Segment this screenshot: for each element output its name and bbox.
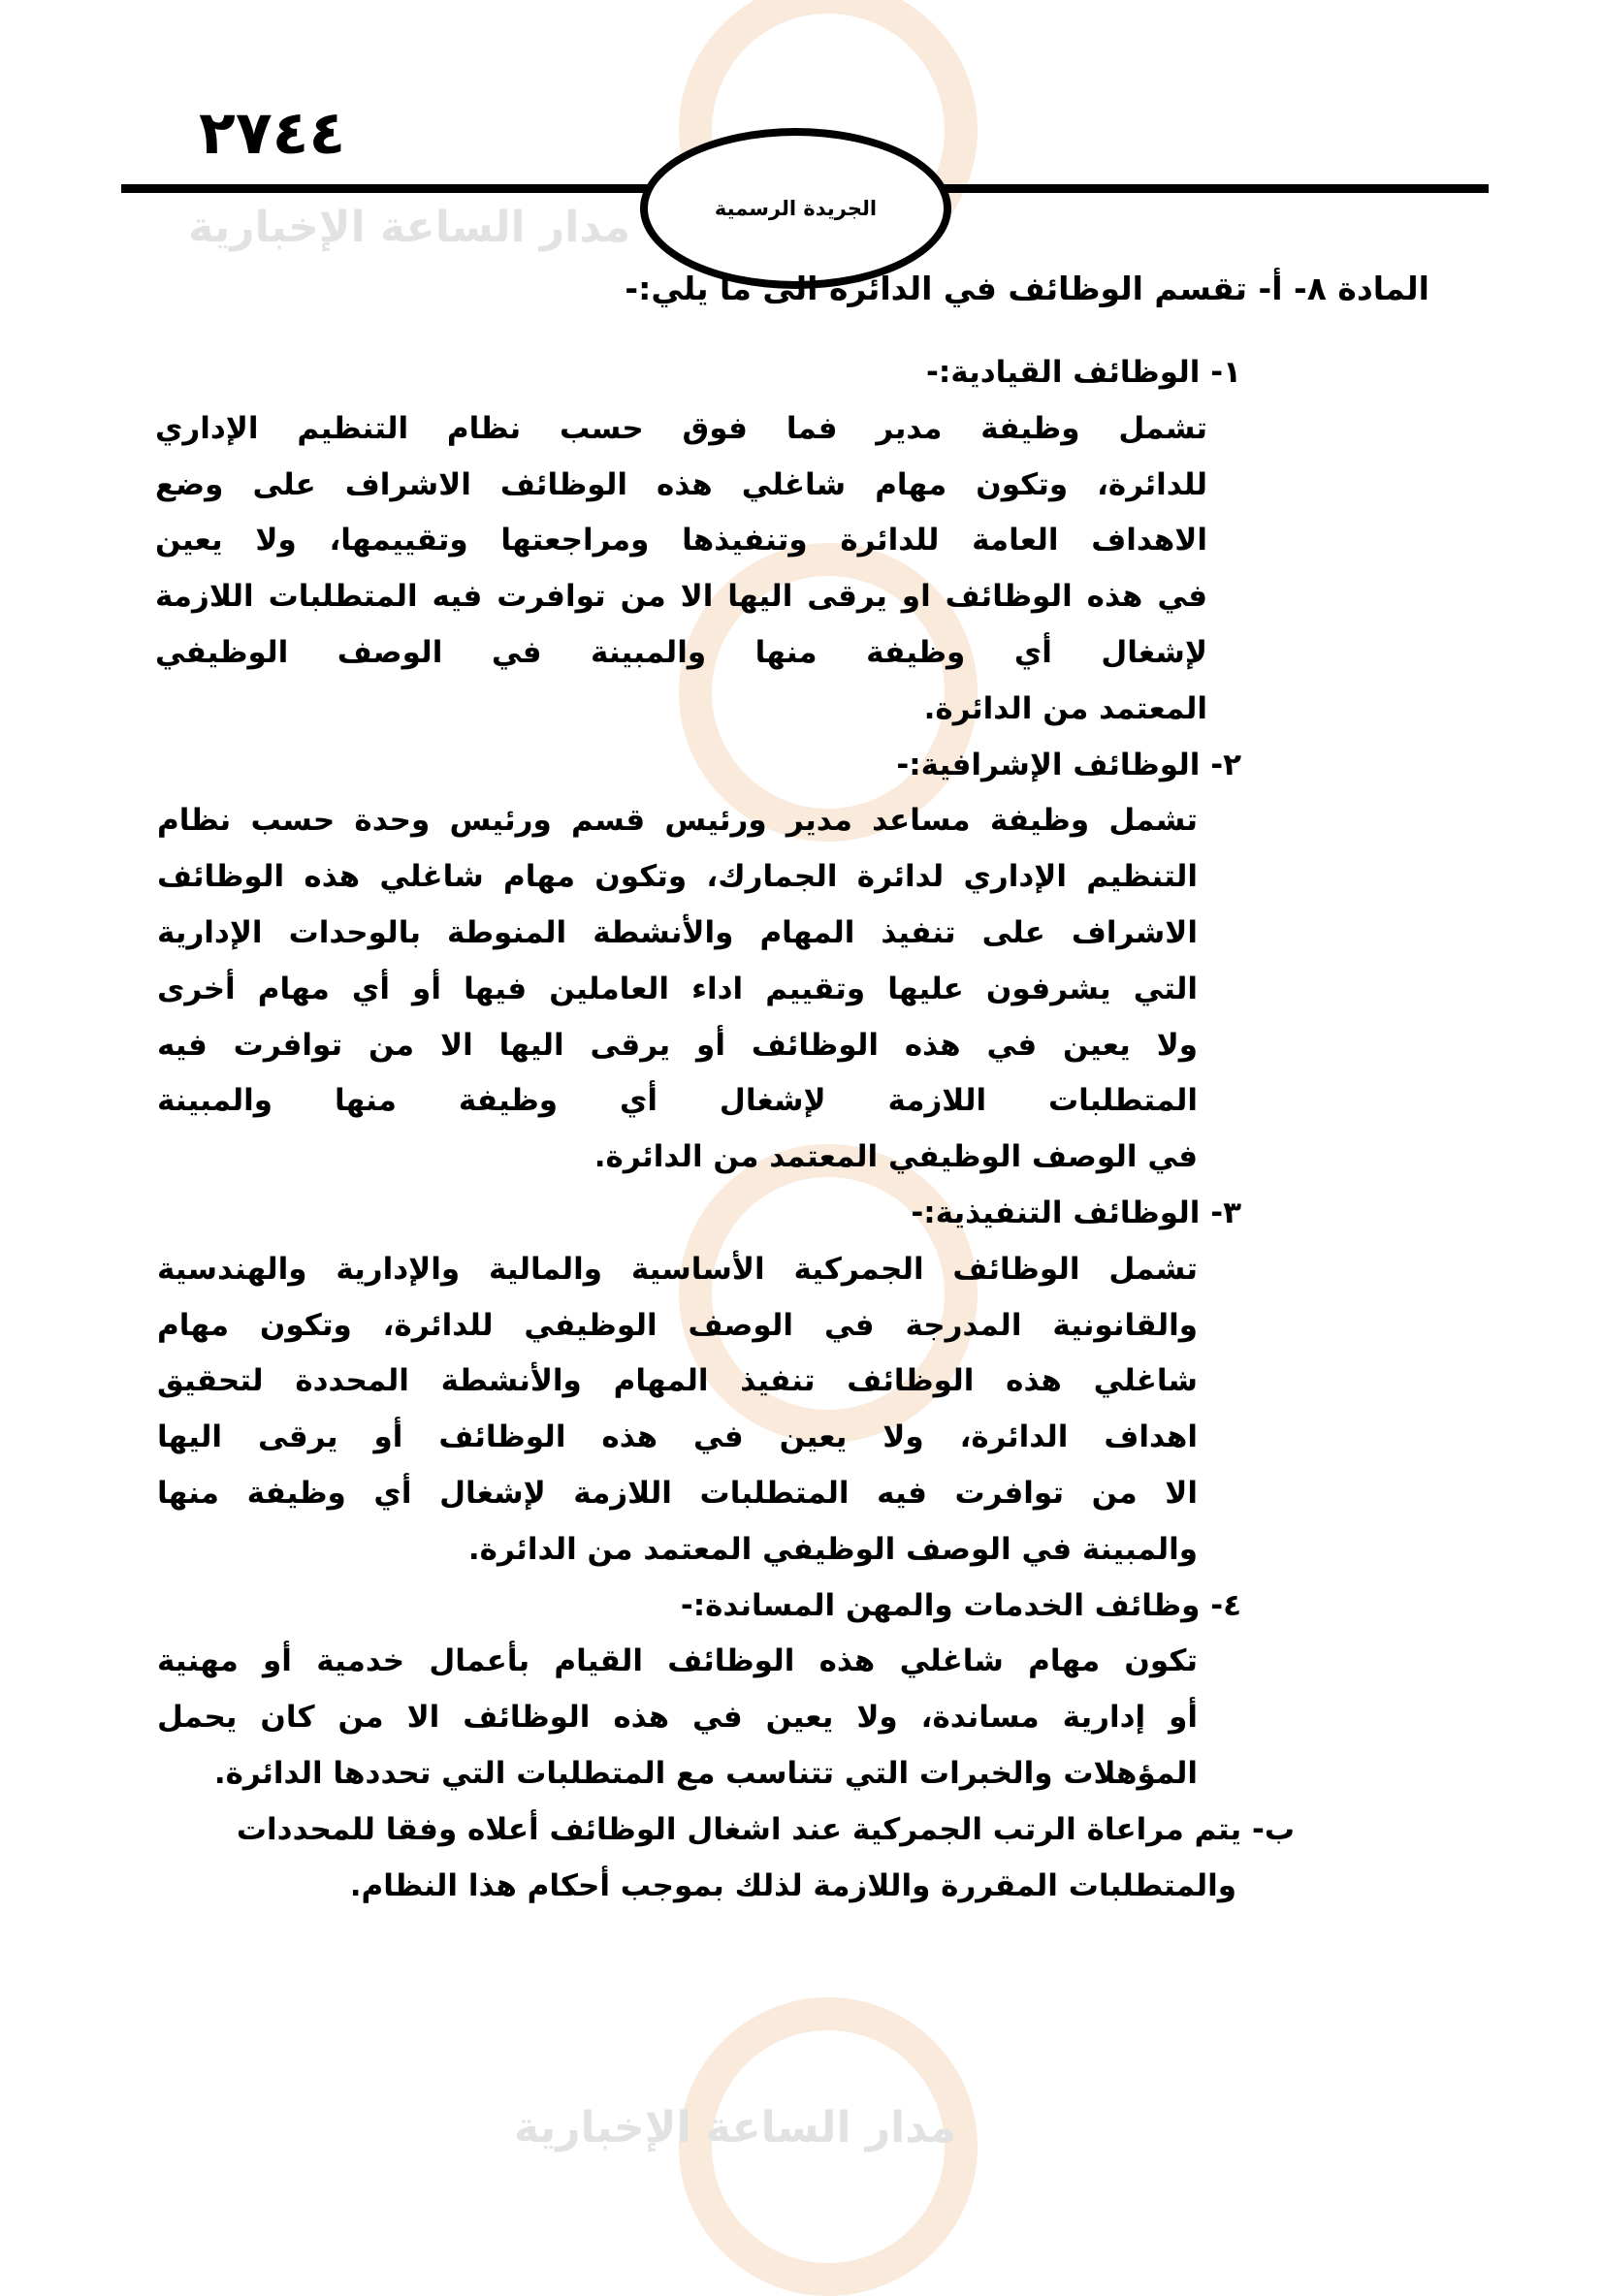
paragraph-line: لإشغال أي وظيفة منها والمبينة في الوصف الوظيفي bbox=[155, 635, 1207, 670]
paragraph-line: في هذه الوظائف او يرقى اليها الا من توافرت فيه المتطلبات اللازمة bbox=[155, 579, 1207, 615]
section-title: ٤- وظائف الخدمات والمهن المساندة:- bbox=[680, 1587, 1241, 1623]
publication-title: الجريدة الرسمية bbox=[714, 197, 878, 220]
paragraph-line: المؤهلات والخبرات التي تتناسب مع المتطلبات التي تحددها الدائرة. bbox=[213, 1756, 1198, 1791]
clause-b-line: والمتطلبات المقررة واللازمة لذلك بموجب أحكام هذا النظام. bbox=[349, 1867, 1236, 1903]
paragraph-line: تشمل وظيفة مساعد مدير ورئيس قسم ورئيس وحدة حسب نظام bbox=[157, 803, 1198, 839]
paragraph-line: الا من توافرت فيه المتطلبات اللازمة لإشغال أي وظيفة منها bbox=[157, 1476, 1198, 1511]
paragraph-line: تشمل وظيفة مدير فما فوق حسب نظام التنظيم الإداري bbox=[155, 410, 1207, 446]
paragraph-line: والقانونية المدرجة في الوصف الوظيفي للدائرة، وتكون مهام bbox=[157, 1307, 1198, 1343]
paragraph-line: الاهداف العامة للدائرة وتنفيذها ومراجعتها وتقييمها، ولا يعين bbox=[155, 523, 1207, 558]
article-heading: المادة ٨- أ- تقسم الوظائف في الدائرة الى ما يلي:- bbox=[625, 270, 1429, 307]
paragraph-line: التي يشرفون عليها وتقييم اداء العاملين فيها أو أي مهام أخرى bbox=[157, 971, 1198, 1006]
paragraph-line: تكون مهام شاغلي هذه الوظائف القيام بأعمال خدمية أو مهنية bbox=[157, 1643, 1198, 1679]
paragraph-line: للدائرة، وتكون مهام شاغلي هذه الوظائف الاشراف على وضع bbox=[155, 466, 1207, 502]
paragraph-line: شاغلي هذه الوظائف تنفيذ المهام والأنشطة المحددة لتحقيق bbox=[157, 1363, 1198, 1399]
watermark-text: مدار الساعة الإخبارية bbox=[188, 203, 630, 252]
paragraph-line: ولا يعين في هذه الوظائف أو يرقى اليها الا من توافرت فيه bbox=[157, 1027, 1198, 1063]
paragraph-line: التنظيم الإداري لدائرة الجمارك، وتكون مهام شاغلي هذه الوظائف bbox=[157, 859, 1198, 895]
paragraph-line: الاشراف على تنفيذ المهام والأنشطة المنوطة بالوحدات الإدارية bbox=[157, 915, 1198, 950]
clause-b-line: ب- يتم مراعاة الرتب الجمركية عند اشغال الوظائف أعلاه وفقا للمحددات bbox=[236, 1811, 1295, 1847]
section-title: ٢- الوظائف الإشرافية:- bbox=[896, 747, 1241, 782]
paragraph-line: المعتمد من الدائرة. bbox=[923, 690, 1207, 726]
section-title: ١- الوظائف القيادية:- bbox=[926, 355, 1241, 390]
paragraph-line: تشمل الوظائف الجمركية الأساسية والمالية والإدارية والهندسية bbox=[157, 1251, 1198, 1287]
paragraph-line: اهداف الدائرة، ولا يعين في هذه الوظائف أو يرقى اليها bbox=[157, 1419, 1198, 1455]
page-number: ٢٧٤٤ bbox=[199, 97, 346, 168]
paragraph-line: أو إدارية مساندة، ولا يعين في هذه الوظائف الا من كان يحمل bbox=[157, 1700, 1198, 1736]
paragraph-line: والمبينة في الوصف الوظيفي المعتمد من الدائرة. bbox=[467, 1531, 1198, 1567]
publication-oval bbox=[640, 128, 951, 289]
paragraph-line: المتطلبات اللازمة لإشغال أي وظيفة منها والمبينة bbox=[157, 1083, 1198, 1119]
watermark-text: مدار الساعة الإخبارية bbox=[514, 2103, 956, 2152]
section-title: ٣- الوظائف التنفيذية:- bbox=[911, 1196, 1241, 1230]
paragraph-line: في الوصف الوظيفي المعتمد من الدائرة. bbox=[593, 1139, 1198, 1175]
